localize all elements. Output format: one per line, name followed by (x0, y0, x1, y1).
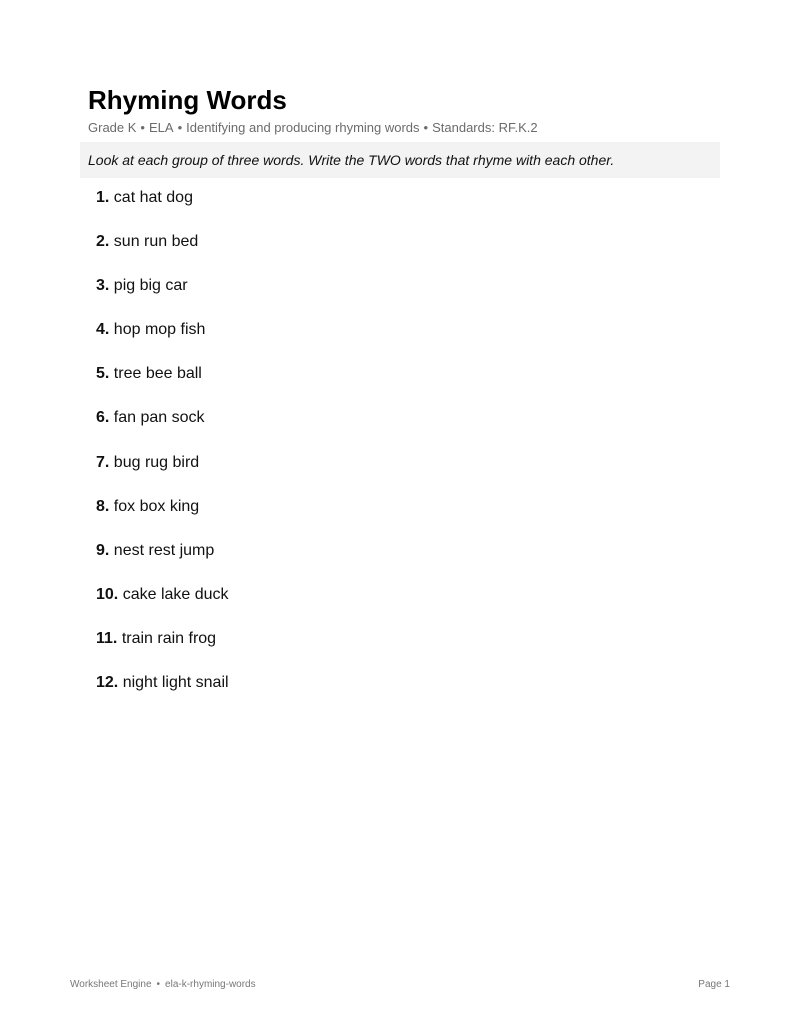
list-item (96, 497, 229, 541)
list-item (96, 453, 229, 497)
footer-worksheet-id: ela-k-rhyming-words (165, 979, 256, 990)
worksheet-title: Rhyming Words (88, 85, 287, 115)
instructions-box (80, 142, 720, 178)
item-number: 5. (96, 365, 110, 383)
standards-label: Standards: RF.K.2 (432, 120, 538, 135)
item-number: 3. (96, 277, 110, 295)
item-words: nest rest jump (113, 541, 215, 559)
item-words: cat hat dog (113, 189, 193, 206)
item-words: train rain frog (121, 629, 217, 647)
footer-separator: • (156, 979, 161, 990)
footer-source: Worksheet Engine (70, 979, 152, 990)
list-item (96, 320, 229, 364)
item-number: 8. (96, 497, 110, 515)
worksheet-meta-line (88, 120, 538, 136)
item-number: 10. (96, 585, 119, 603)
item-words: hop mop fish (113, 321, 206, 339)
meta-separator: • (177, 120, 183, 135)
item-words: tree bee ball (113, 365, 202, 383)
item-number: 6. (96, 409, 110, 427)
item-words: sun run bed (113, 233, 199, 251)
meta-separator: • (423, 120, 429, 135)
subject-label: ELA (148, 120, 174, 135)
item-number: 9. (96, 541, 110, 559)
meta-separator: • (140, 120, 145, 135)
item-words: fox box king (113, 497, 200, 515)
list-item (96, 188, 229, 232)
item-number: 2. (96, 233, 110, 251)
list-item (96, 232, 229, 276)
item-number: 7. (96, 453, 110, 471)
topic-label: Identifying and producing rhyming words (186, 120, 420, 135)
item-number: 11. (96, 629, 118, 647)
list-item (96, 408, 229, 452)
grade-label: Grade K (88, 120, 137, 135)
footer-source-line (70, 978, 256, 992)
item-number: 1. (96, 189, 110, 206)
item-words: cake lake duck (122, 585, 229, 603)
item-words: pig big car (113, 277, 188, 295)
instructions-text: Look at each group of three words. Write the TWO words that rhyme with each other. (88, 152, 615, 168)
page-number: Page 1 (698, 979, 730, 990)
list-item (96, 276, 229, 320)
list-item (96, 541, 229, 585)
item-words: bug rug bird (113, 453, 200, 471)
list-item (96, 585, 229, 629)
list-item (96, 364, 229, 408)
list-item (96, 629, 229, 673)
list-item (96, 673, 229, 717)
item-words: night light snail (122, 674, 229, 692)
item-number: 4. (96, 321, 110, 339)
item-number: 12. (96, 674, 119, 692)
item-list (96, 188, 229, 717)
item-words: fan pan sock (113, 409, 205, 427)
